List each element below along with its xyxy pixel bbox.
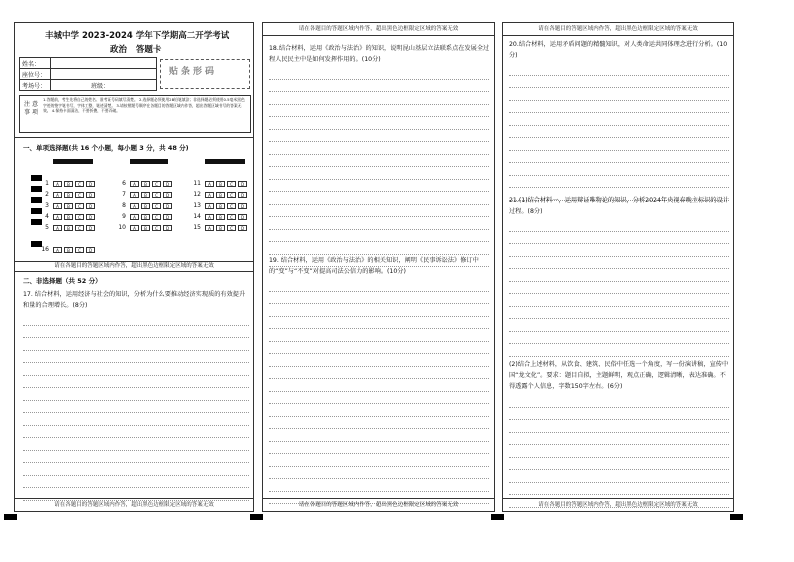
option-bubble[interactable]: C (152, 203, 161, 209)
option-bubble[interactable]: D (86, 247, 95, 253)
question-21-1: 21.(1)结合材料一，运用辩证唯物论的知识，分析2024年央视春晚主标识的设计过程。(8分) (509, 197, 729, 215)
option-bubble[interactable]: A (205, 225, 214, 231)
option-bubble[interactable]: D (238, 203, 247, 209)
boundary-notice-header: 请在各题目的答题区域内作答，超出黑色边框限定区域的答案无效 (503, 23, 733, 36)
question-number: 1 (45, 180, 49, 187)
option-bubble[interactable]: A (53, 247, 62, 253)
option-bubble[interactable]: A (130, 192, 139, 198)
question-21-2: (2)结合上述材料，从饮食、建筑、民俗中任选一个角度，写一份演讲稿，宣传中国“龙文化”。要求：题目自拟，主题鲜明，观点正确，逻辑清晰，表达准确。不得透露个人信息，字数150字左右。(6分) (509, 361, 729, 390)
option-bubble[interactable]: C (75, 203, 84, 209)
question-20: 20.结合材料，运用矛盾问题的精髓知识，对人类命运共同体理念进行分析。(10分) (509, 41, 728, 59)
option-bubble[interactable]: D (86, 225, 95, 231)
option-bubble[interactable]: D (238, 225, 247, 231)
option-bubble[interactable]: B (141, 214, 150, 220)
option-bubble[interactable]: C (227, 203, 236, 209)
group-header-1 (53, 159, 93, 164)
barcode-label: 贴条形码 (169, 67, 218, 77)
mcq-row (39, 206, 97, 220)
option-bubble[interactable]: B (64, 181, 73, 187)
page-timing-mark (491, 514, 504, 520)
answer-lines-19[interactable] (269, 279, 489, 504)
question-number: 12 (193, 191, 201, 198)
page-timing-mark (250, 514, 263, 520)
section1-title: 一、单项选择题(共 16 个小题，每小题 3 分，共 48 分) (23, 144, 189, 152)
question-17: 17. 结合材料，运用经济与社会的知识，分析为什么要推动经济实现质的有效提升和量的合理增长。(8分) (23, 291, 246, 309)
question-number: 3 (45, 202, 49, 209)
option-bubble[interactable]: B (64, 214, 73, 220)
option-bubble[interactable]: C (75, 214, 84, 220)
question-number: 8 (122, 202, 126, 209)
mcq-row (191, 217, 249, 231)
option-bubble[interactable]: D (163, 181, 172, 187)
option-bubble[interactable]: B (216, 203, 225, 209)
option-bubble[interactable]: C (227, 181, 236, 187)
option-bubble[interactable]: B (64, 247, 73, 253)
boundary-notice: 请在各题目的答题区域内作答，超出黑色边框限定区域的答案无效 (54, 263, 214, 269)
notice-label: 注 意 事 项 (24, 101, 38, 116)
group-header-3 (205, 159, 245, 164)
option-bubble[interactable]: C (75, 247, 84, 253)
answer-lines-20[interactable] (509, 63, 729, 201)
question-number: 5 (45, 224, 49, 231)
question-number: 4 (45, 213, 49, 220)
option-bubble[interactable]: B (64, 225, 73, 231)
answer-column-1 (14, 22, 254, 512)
mcq-row (191, 173, 249, 187)
option-bubble[interactable]: C (152, 192, 161, 198)
mcq-row (191, 184, 249, 198)
option-bubble[interactable]: B (141, 203, 150, 209)
option-bubble[interactable]: D (163, 203, 172, 209)
exam-subtitle: 政治 答题卡 (110, 45, 162, 55)
mcq-row (39, 217, 97, 231)
option-bubble[interactable]: B (216, 181, 225, 187)
option-bubble[interactable]: B (216, 214, 225, 220)
option-bubble[interactable]: C (152, 214, 161, 220)
answer-lines-17[interactable] (23, 313, 249, 501)
page-timing-mark (730, 514, 743, 520)
exam-title: 丰城中学 2023-2024 学年下学期高二开学考试 (45, 31, 230, 41)
mcq-row (116, 195, 174, 209)
divider (15, 137, 253, 138)
mcq-row (39, 239, 97, 253)
option-bubble[interactable]: D (86, 203, 95, 209)
question-number: 10 (118, 224, 126, 231)
answer-column-2 (262, 22, 495, 512)
question-number: 7 (122, 191, 126, 198)
option-bubble[interactable]: A (53, 203, 62, 209)
seat-label: 座位号： (20, 69, 51, 80)
question-number: 16 (41, 246, 49, 253)
option-bubble[interactable]: A (53, 192, 62, 198)
answer-lines-18[interactable] (269, 67, 489, 267)
room-label: 考场号： (20, 80, 51, 91)
option-bubble[interactable]: C (227, 214, 236, 220)
boundary-notice-footer: 请在各题目的答题区域内作答，超出黑色边框限定区域的答案无效 (15, 498, 253, 511)
notice-text: 1.答题前，考生先将自己的姓名、准考证号码填写清楚。 2.选择题必须使用2B铅笔填涂；非选择题必须使用0.5毫米黑色字迹的签字笔书写，字体工整，笔迹清楚。 3.请按照题号顺序在各题目的答题区域内作答，超出答题区域书写的答案无效。 4.保持卡面清洁，不要折叠，不要弄破。 (43, 97, 245, 114)
room-field[interactable] (51, 80, 157, 91)
option-bubble[interactable]: C (75, 181, 84, 187)
name-label: 姓名： (20, 58, 51, 69)
boundary-notice-footer: 请在各题目的答题区域内作答，超出黑色边框限定区域的答案无效 (503, 498, 733, 511)
answer-column-3 (502, 22, 734, 512)
option-bubble[interactable]: C (152, 225, 161, 231)
question-19: 19. 结合材料，运用《政治与法治》的相关知识，阐明《民事诉讼法》修订中的“变”与“不变”对提高司法公信力的影响。(10分) (269, 257, 479, 275)
option-bubble[interactable]: A (130, 214, 139, 220)
option-bubble[interactable]: B (141, 225, 150, 231)
seat-field[interactable] (51, 69, 157, 80)
option-bubble[interactable]: C (152, 181, 161, 187)
option-bubble[interactable]: A (130, 225, 139, 231)
option-bubble[interactable]: B (141, 192, 150, 198)
option-bubble[interactable]: C (75, 192, 84, 198)
question-number: 2 (45, 191, 49, 198)
option-bubble[interactable]: A (205, 203, 214, 209)
option-bubble[interactable]: A (205, 192, 214, 198)
option-bubble[interactable]: D (238, 192, 247, 198)
option-bubble[interactable]: A (205, 214, 214, 220)
question-number: 13 (193, 202, 201, 209)
option-bubble[interactable]: B (141, 181, 150, 187)
question-number: 15 (193, 224, 201, 231)
mcq-row (39, 173, 97, 187)
option-bubble[interactable]: A (53, 225, 62, 231)
mcq-row (191, 195, 249, 209)
divider (15, 271, 253, 272)
option-bubble[interactable]: D (238, 214, 247, 220)
boundary-notice-header: 请在各题目的答题区域内作答，超出黑色边框限定区域的答案无效 (263, 23, 494, 36)
answer-lines-21-2[interactable] (509, 395, 729, 508)
question-number: 11 (193, 180, 201, 187)
option-bubble[interactable]: A (53, 214, 62, 220)
mcq-row (191, 206, 249, 220)
option-bubble[interactable]: A (130, 181, 139, 187)
option-bubble[interactable]: C (227, 192, 236, 198)
option-bubble[interactable]: B (64, 203, 73, 209)
mcq-row (116, 173, 174, 187)
mcq-row (39, 195, 97, 209)
boundary-notice-footer: 请在各题目的答题区域内作答，超出黑色边框限定区域的答案无效 (263, 498, 494, 511)
mcq-row (39, 184, 97, 198)
question-number: 14 (193, 213, 201, 220)
option-bubble[interactable]: C (75, 225, 84, 231)
question-number: 6 (122, 180, 126, 187)
option-bubble[interactable]: D (86, 192, 95, 198)
question-number: 9 (122, 213, 126, 220)
answer-lines-21-1[interactable] (509, 219, 729, 357)
option-bubble[interactable]: D (163, 214, 172, 220)
option-bubble[interactable]: A (53, 181, 62, 187)
mcq-row (116, 184, 174, 198)
mcq-row (116, 217, 174, 231)
name-field[interactable] (51, 58, 157, 69)
option-bubble[interactable]: D (86, 181, 95, 187)
page-timing-mark (4, 514, 17, 520)
student-info-table (19, 57, 157, 91)
option-bubble[interactable]: B (216, 192, 225, 198)
option-bubble[interactable]: B (216, 225, 225, 231)
option-bubble[interactable]: A (205, 181, 214, 187)
option-bubble[interactable]: B (64, 192, 73, 198)
group-header-2 (130, 159, 168, 164)
option-bubble[interactable]: D (238, 181, 247, 187)
mcq-row (116, 206, 174, 220)
option-bubble[interactable]: D (163, 225, 172, 231)
class-label: 班级： (91, 82, 110, 90)
option-bubble[interactable]: D (163, 192, 172, 198)
question-18: 18.结合材料，运用《政治与法治》的知识，说明昆山基层立法联系点在发展全过程人民民主中是如何发挥作用的。(10分) (269, 45, 490, 63)
section2-title: 二、非选择题（共 52 分） (23, 277, 102, 285)
option-bubble[interactable]: C (227, 225, 236, 231)
option-bubble[interactable]: A (130, 203, 139, 209)
option-bubble[interactable]: D (86, 214, 95, 220)
